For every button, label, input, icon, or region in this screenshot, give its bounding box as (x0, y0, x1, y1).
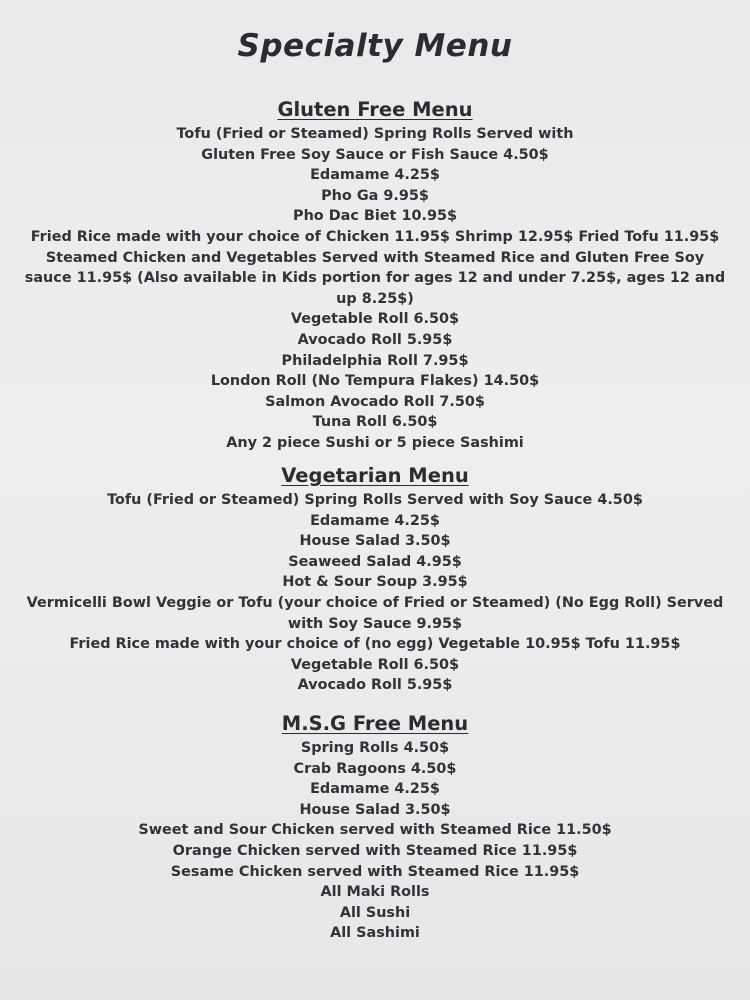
section-heading: Gluten Free Menu (277, 98, 473, 121)
menu-item: Salmon Avocado Roll 7.50$ (265, 393, 485, 410)
menu-item: Tofu (Fried or Steamed) Spring Rolls Served with (176, 126, 574, 142)
menu-item: Sweet and Sour Chicken served with Steamed Rice 11.50$ (138, 822, 612, 839)
menu-item: Edamame 4.25$ (310, 512, 440, 529)
menu-item: Tofu (Fried or Steamed) Spring Rolls Served with Soy Sauce 4.50$ (107, 492, 643, 508)
menu-item: Edamame 4.25$ (310, 781, 440, 798)
menu-item: Vermicelli Bowl Veggie or Tofu (your choice of Fried or Steamed) (No Egg Roll) Served (26, 594, 724, 611)
menu-item: sauce 11.95$ (Also available in Kids portion for ages 12 and under 7.25$, ages 12 and (24, 270, 726, 287)
msg-free-section (10, 712, 740, 944)
section-heading: M.S.G Free Menu (281, 712, 469, 735)
menu-item: Seaweed Salad 4.95$ (288, 553, 462, 570)
menu-item: Hot & Sour Soup 3.95$ (282, 574, 468, 591)
menu-item: Orange Chicken served with Steamed Rice 11.95$ (172, 842, 578, 859)
menu-item: Vegetable Roll 6.50$ (290, 311, 460, 328)
menu-item: up 8.25$) (336, 290, 414, 307)
menu-item: Sesame Chicken served with Steamed Rice 11.95$ (170, 863, 580, 880)
menu-item: House Salad 3.50$ (299, 533, 451, 550)
menu-item: Avocado Roll 5.95$ (297, 677, 453, 694)
menu-item: Pho Dac Biet 10.95$ (293, 208, 457, 225)
menu-item: Crab Ragoons 4.50$ (293, 760, 457, 777)
item-list (10, 738, 740, 944)
menu-item: Fried Rice made with your choice of Chicken 11.95$ Shrimp 12.95$ Fried Tofu 11.95$ (30, 228, 720, 245)
menu-item: All Sushi (339, 904, 411, 921)
menu-item: All Maki Rolls (320, 884, 430, 901)
section-heading: Vegetarian Menu (281, 464, 469, 487)
menu-item: London Roll (No Tempura Flakes) 14.50$ (210, 373, 540, 390)
menu-item: Tuna Roll 6.50$ (312, 414, 438, 431)
item-list (10, 124, 740, 454)
menu-item: Pho Ga 9.95$ (321, 187, 429, 204)
page-title: Specialty Menu (237, 28, 513, 64)
menu-item: Steamed Chicken and Vegetables Served with Steamed Rice and Gluten Free Soy (45, 249, 705, 266)
menu-item: Gluten Free Soy Sauce or Fish Sauce 4.50$ (201, 146, 549, 163)
menu-item: Vegetable Roll 6.50$ (290, 656, 460, 673)
menu-item: Fried Rice made with your choice of (no egg) Vegetable 10.95$ Tofu 11.95$ (69, 636, 681, 653)
menu-item: All Sashimi (330, 925, 420, 942)
menu-item: Philadelphia Roll 7.95$ (281, 352, 469, 369)
vegetarian-section (10, 464, 740, 696)
menu-item: with Soy Sauce 9.95$ (287, 615, 463, 632)
menu-item: Edamame 4.25$ (310, 167, 440, 184)
menu-item: Any 2 piece Sushi or 5 piece Sashimi (226, 434, 524, 451)
gluten-free-section (10, 98, 740, 454)
item-list (10, 490, 740, 696)
menu-item: Avocado Roll 5.95$ (297, 331, 453, 348)
menu-item: Spring Rolls 4.50$ (300, 740, 450, 756)
menu-item: House Salad 3.50$ (299, 801, 451, 818)
